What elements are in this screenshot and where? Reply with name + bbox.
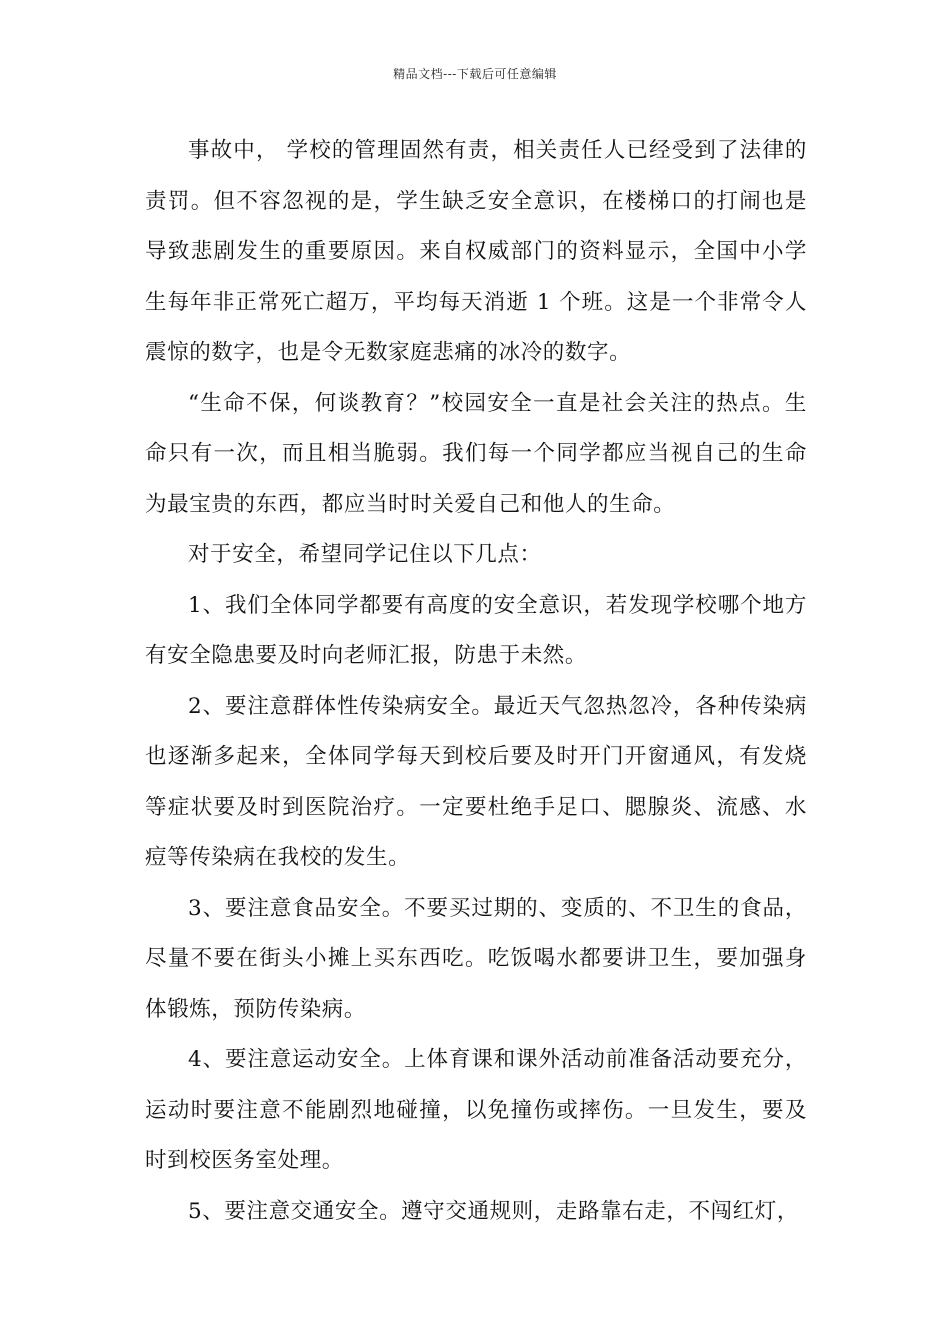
paragraph-point-2: 2、要注意群体性传染病安全。最近天气忽热忽冷，各种传染病也逐渐多起来，全体同学每天到校后要及时开门开窗通风，有发烧等症状要及时到医院治疗。一定要杜绝手足口、腮腺炎、流感、水痘等传染病在我校的发生。 (145, 693, 807, 870)
paragraph-point-3: 3、要注意食品安全。不要买过期的、变质的、不卫生的食品，尽量不要在街头小摊上买东西吃。吃饭喝水都要讲卫生，要加强身体锻炼，预防传染病。 (145, 895, 807, 1022)
paragraph-life-safety: “生命不保，何谈教育？”校园安全一直是社会关注的热点。生命只有一次，而且相当脆弱。我们每一个同学都应当视自己的生命为最宝贵的东西，都应当时时关爱自己和他人的生命。 (145, 390, 807, 517)
paragraph-safety-intro: 对于安全，希望同学记住以下几点： (188, 542, 542, 567)
paragraph-accident: 事故中， 学校的管理固然有责，相关责任人已经受到了法律的责罚。但不容忽视的是，学生缺乏安全意识，在楼梯口的打闹也是导致悲剧发生的重要原因。来自权威部门的资料显示，全国中小学生每年非正常死亡超万，平均每天消逝 1 个班。这是一个非常令人震惊的数字，也是令无数家庭悲痛的冰冷的数字。 (145, 138, 807, 365)
paragraph-point-5: 5、要注意交通安全。遵守交通规则，走路靠右走，不闯红灯， (188, 1198, 799, 1224)
paragraph-point-4: 4、要注意运动安全。上体育课和课外活动前准备活动要充分，运动时要注意不能剧烈地碰撞，以免撞伤或摔伤。一旦发生，要及时到校医务室处理。 (145, 1047, 807, 1173)
page-header: 精品文档---下载后可任意编辑 (393, 67, 557, 81)
paragraph-point-1: 1、我们全体同学都要有高度的安全意识，若发现学校哪个地方有安全隐患要及时向老师汇报，防患于未然。 (145, 592, 807, 668)
document-body (145, 126, 807, 1237)
